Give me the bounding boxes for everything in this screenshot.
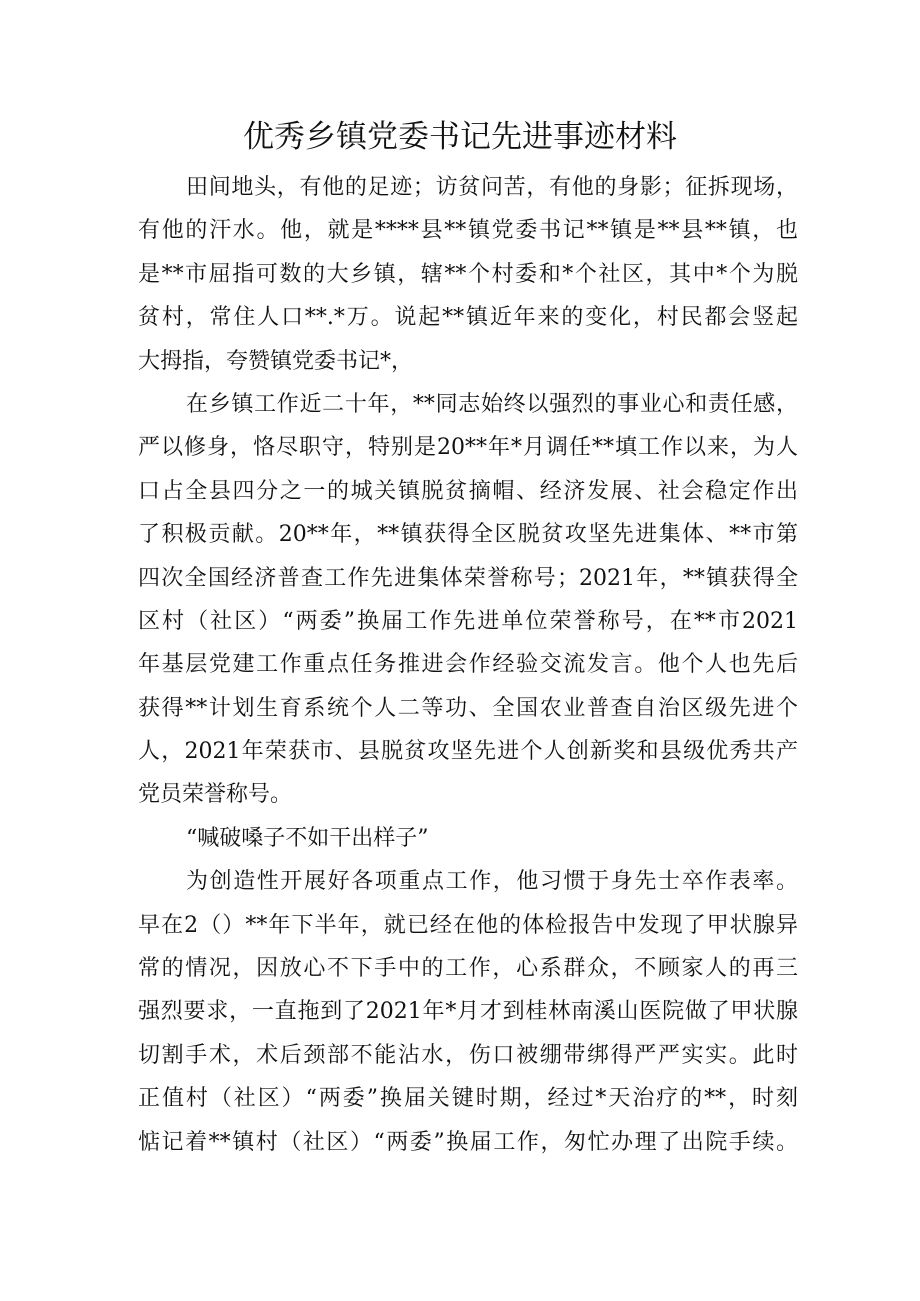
paragraph-line: 了积极贡献。20**年，**镇获得全区脱贫攻坚先进集体、**市第 (138, 522, 798, 548)
paragraph-line: 早在2（）**年下半年，就已经在他的体检报告中发现了甲状腺异 (138, 912, 798, 938)
paragraph-line: 口占全县四分之一的城关镇脱贫摘帽、经济发展、社会稳定作出 (138, 478, 798, 504)
paragraph-line: 正值村（社区）“两委”换届关键时期，经过*天治疗的**，时刻 (138, 1086, 798, 1112)
paragraph-line: 党员荣誉称号。 (138, 782, 293, 808)
document-body (138, 166, 798, 1164)
paragraph-line: 为创造性开展好各项重点工作，他习惯于身先士卒作表率。 (186, 869, 798, 895)
paragraph-line: 四次全国经济普查工作先进集体荣誉称号；2021年，**镇获得全 (138, 565, 798, 591)
paragraph-line: 有他的汗水。他，就是****县**镇党委书记**镇是**县**镇，也 (138, 218, 798, 244)
document-title: 优秀乡镇党委书记先进事迹材料 (243, 119, 677, 155)
paragraph-line: 惦记着**镇村（社区）“两委”换届工作，匆忙办理了出院手续。 (138, 1129, 798, 1155)
paragraph-line: 常的情况，因放心不下手中的工作，心系群众，不顾家人的再三 (138, 956, 798, 982)
paragraph-line: 切割手术，术后颈部不能沾水，伤口被绷带绑得严严实实。此时 (138, 1042, 798, 1068)
paragraph-line: 在乡镇工作近二十年，**同志始终以强烈的事业心和责任感， (186, 391, 798, 417)
paragraph-line: 田间地头，有他的足迹；访贫问苦，有他的身影；征拆现场， (186, 175, 798, 200)
paragraph-line: 大拇指，夸赞镇党委书记*， (138, 348, 414, 374)
paragraph-line: 年基层党建工作重点任务推进会作经验交流发言。他个人也先后 (138, 652, 798, 678)
paragraph-line: 严以修身，恪尽职守，特别是20**年*月调任**填工作以来，为人 (138, 435, 798, 461)
section-subheading: “喊破嗓子不如干出样子” (186, 825, 429, 851)
paragraph-line: 区村（社区）“两委”换届工作先进单位荣誉称号，在**市2021 (138, 608, 798, 634)
paragraph-line: 强烈要求，一直拖到了2021年*月才到桂林南溪山医院做了甲状腺 (138, 999, 798, 1025)
paragraph-line: 贫村，常住人口**.*万。说起**镇近年来的变化，村民都会竖起 (138, 305, 798, 331)
paragraph-line: 是**市屈指可数的大乡镇，辖**个村委和*个社区，其中*个为脱 (138, 261, 798, 287)
paragraph-line: 人，2021年荣获市、县脱贫攻坚先进个人创新奖和县级优秀共产 (138, 739, 798, 765)
paragraph-line: 获得**计划生育系统个人二等功、全国农业普查自治区级先进个 (138, 695, 798, 721)
